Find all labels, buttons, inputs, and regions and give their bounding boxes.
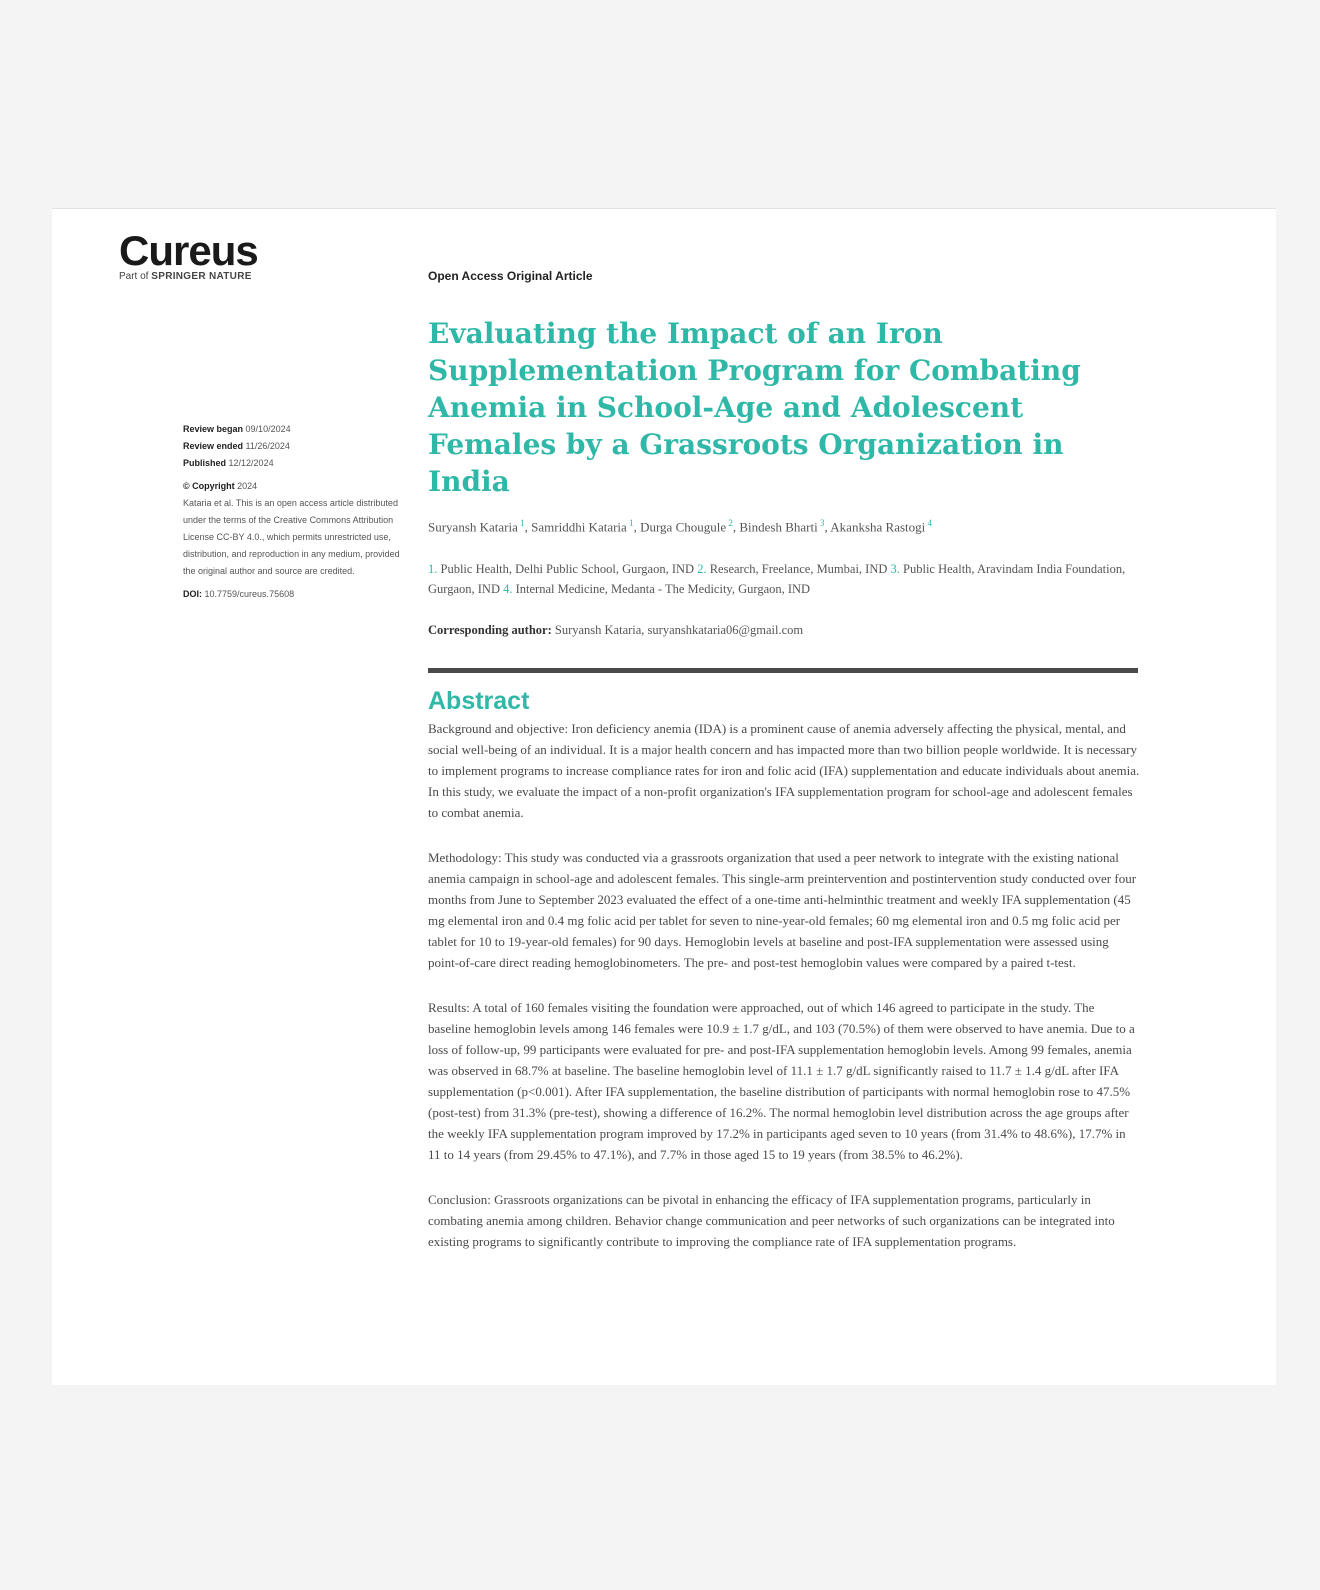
author-name[interactable]: Samriddhi Kataria	[531, 519, 627, 535]
corresponding-value[interactable]: Suryansh Kataria, suryanshkataria06@gmail.com	[554, 623, 804, 638]
part-of-prefix: Part of	[119, 271, 149, 282]
published-date: 12/12/2024	[228, 458, 274, 468]
doi[interactable]	[183, 586, 401, 603]
section-divider	[428, 668, 1138, 673]
doi-label: DOI:	[183, 589, 202, 599]
license-text: Kataria et al. This is an open access article distributed under the terms of the Creative Commons Attribution License CC-BY 4.0., which permits unrestricted use, distribution, and reproduction in any medium, provided the original author and source are credited.	[183, 498, 400, 576]
affiliation-number: 4.	[503, 582, 516, 597]
author-name[interactable]: Akanksha Rastogi	[830, 519, 926, 535]
affiliation-text: Research, Freelance, Mumbai, IND	[709, 562, 891, 577]
review-began-label: Review began	[183, 424, 244, 434]
abstract-methodology: Methodology: This study was conducted via a grassroots organization that used a peer network to integrate with the existing national anemia campaign in school-age and adolescent females. This single-arm preintervention and postintervention study conducted over four months from June to September 2023 evaluated the effect of a one-time anti-helminthic treatment and weekly IFA supplementation (45 mg elemental iron and 0.4 mg folic acid per tablet for seven to nine-year-old females; 60 mg elemental iron and 0.5 mg folic acid per tablet for 10 to 19-year-old females) for 90 days. Hemoglobin levels at baseline and post-IFA supplementation were assessed using point-of-care direct reading hemoglobinometers. The pre- and post-test hemoglobin values were compared by a paired t-test.	[428, 850, 1137, 971]
review-ended	[183, 438, 401, 455]
abstract-heading: Abstract	[428, 687, 530, 716]
abstract-conclusion: Conclusion: Grassroots organizations can be pivotal in enhancing the efficacy of IFA supplementation programs, particularly in combating anemia among children. Behavior change communication and peer networks of such organizations can be integrated into existing programs to significantly contribute to improving the compliance rate of IFA supplementation programs.	[428, 1192, 1115, 1250]
abstract-body	[428, 718, 1148, 1252]
affiliation-text: Public Health, Delhi Public School, Gurgaon, IND	[440, 562, 698, 577]
copyright-year: 2024	[237, 481, 258, 491]
copyright	[183, 478, 401, 495]
affiliation-text: Internal Medicine, Medanta - The Medicity, Gurgaon, IND	[515, 582, 811, 597]
abstract-background: Background and objective: Iron deficiency anemia (IDA) is a prominent cause of anemia adversely affecting the physical, mental, and social well-being of an individual. It is a major health concern and has impacted more than two billion people worldwide. It is necessary to implement programs to increase compliance rates for iron and folic acid (IFA) supplementation and educate individuals about anemia. In this study, we evaluate the impact of a non-profit organization's IFA supplementation program for school-age and adolescent females to combat anemia.	[428, 721, 1140, 821]
review-ended-label: Review ended	[183, 441, 244, 451]
corresponding-author	[428, 623, 1148, 638]
published	[183, 455, 401, 472]
author-name[interactable]: Bindesh Bharti	[739, 519, 818, 535]
author-name[interactable]: Suryansh Kataria	[428, 519, 518, 535]
copyright-label: © Copyright	[183, 481, 235, 491]
doi-value[interactable]: 10.7759/cureus.75608	[204, 589, 295, 599]
review-began	[183, 421, 401, 438]
affiliations	[428, 559, 1148, 599]
journal-logo[interactable]	[119, 229, 258, 282]
author-affiliation-mark: 1	[517, 518, 525, 528]
article-main	[428, 269, 1148, 1276]
article-page	[52, 208, 1276, 1385]
author-list: Suryansh Kataria $^1$, Samriddhi Kataria $^1$, Durga Chougule $^2$, Bindesh Bharti $^3$, Akanksha Rastogi $^4$	[428, 518, 932, 535]
article-type: Open Access Original Article	[428, 269, 593, 283]
author-affiliation-mark: 4	[925, 518, 932, 528]
corresponding-label: Corresponding author:	[428, 623, 552, 638]
article-meta-sidebar	[183, 421, 401, 603]
author-affiliation-mark: 2	[726, 518, 733, 528]
publisher-brand: SPRINGER NATURE	[151, 271, 252, 282]
review-began-date: 09/10/2024	[245, 424, 291, 434]
publisher-line	[119, 271, 258, 282]
abstract-results: Results: A total of 160 females visiting the foundation were approached, out of which 146 agreed to participate in the study. The baseline hemoglobin levels among 146 females were 10.9 ± 1.7 g/dL, and 103 (70.5%) of them were observed to have anemia. Due to a loss of follow-up, 99 participants were evaluated for pre- and post-IFA supplementation hemoglobin levels. Among 99 females, anemia was observed in 68.7% at baseline. The baseline hemoglobin level of 11.1 ± 1.7 g/dL significantly raised to 11.7 ± 1.4 g/dL after IFA supplementation (p<0.001). After IFA supplementation, the baseline distribution of participants with normal hemoglobin rose to 47.5% (post-test) from 31.3% (pre-test), showing a difference of 16.2%. The normal hemoglobin level distribution across the age groups after the weekly IFA supplementation program improved by 17.2% in participants aged seven to 10 years (from 31.4% to 48.6%), 17.7% in 11 to 14 years (from 29.45% to 47.1%), and 7.7% in those aged 15 to 19 years (from 38.5% to 46.2%).	[428, 1000, 1135, 1163]
affiliation-text: Public Health, Aravindam India Foundation, Gurgaon, IND	[428, 562, 1126, 597]
affiliation-number: 2.	[697, 562, 710, 577]
affiliation-number: 1.	[428, 562, 441, 577]
author-affiliation-mark: 1	[626, 518, 634, 528]
review-ended-date: 11/26/2024	[245, 441, 290, 451]
journal-wordmark: Cureus	[119, 227, 258, 274]
article-title: Evaluating the Impact of an Iron Supplementation Program for Combating Anemia in School-Age and Adolescent Females by a Grassroots Organization in India	[428, 317, 1081, 498]
author-affiliation-mark: 3	[817, 518, 825, 528]
affiliation-number: 3.	[890, 562, 904, 577]
author-name[interactable]: Durga Chougule	[640, 519, 727, 535]
published-label: Published	[183, 458, 227, 468]
